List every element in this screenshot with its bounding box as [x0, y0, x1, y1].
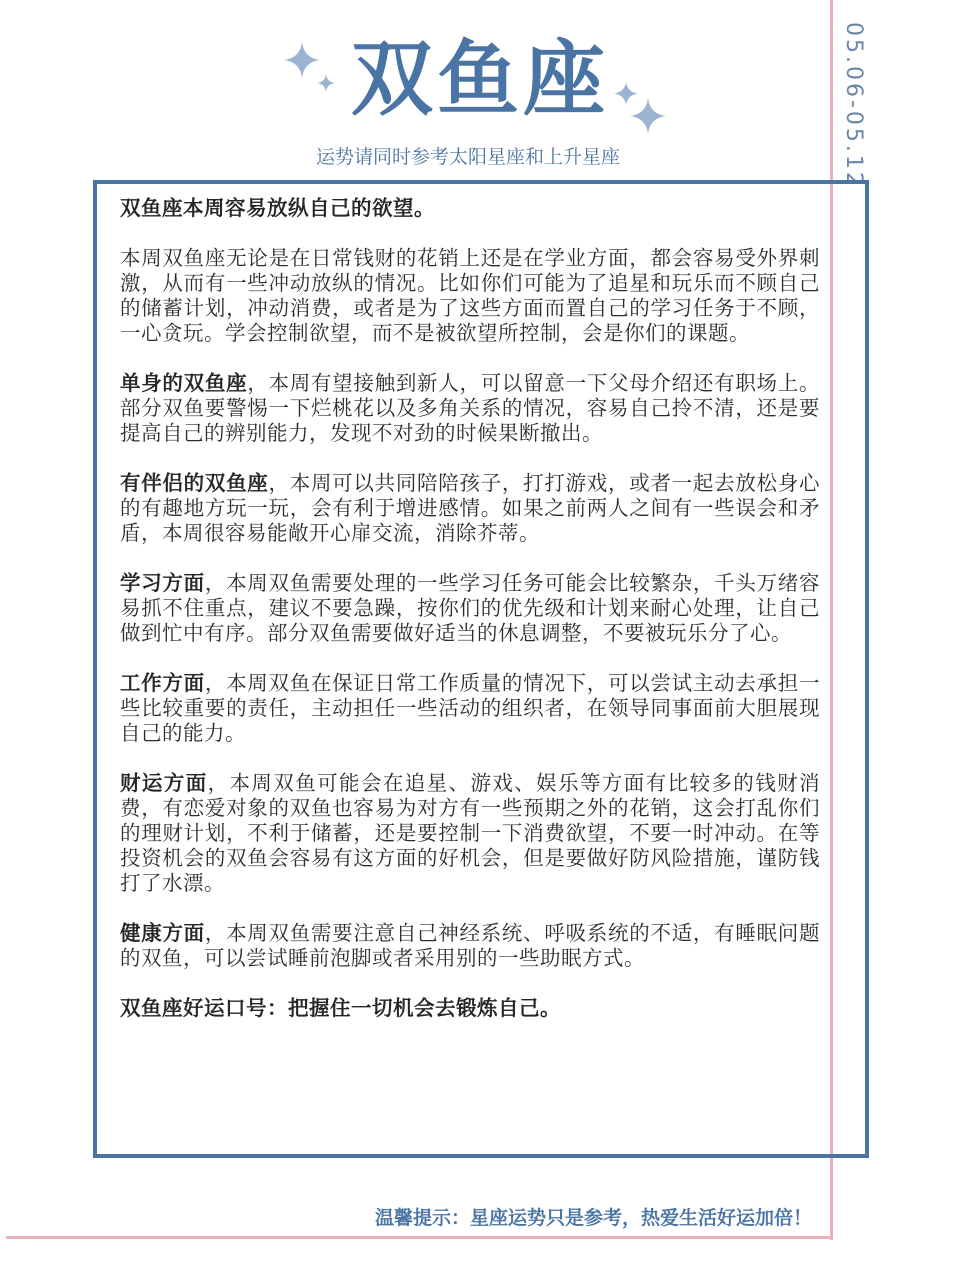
- page-title: 双鱼座: [350, 32, 609, 127]
- lucky-slogan: 双鱼座好运口号：把握住一切机会去锻炼自己。: [120, 996, 561, 1020]
- section-text: ，本周双鱼需要注意自己神经系统、呼吸系统的不适，有睡眠问题的双鱼，可以尝试睡前泡脚或者采用别的一些助眠方式。: [120, 921, 820, 970]
- date-range: 05.06-05.12: [841, 22, 866, 189]
- section-single: [120, 371, 820, 446]
- section-work: [120, 671, 820, 746]
- section-text: ，本周双鱼在保证日常工作质量的情况下，可以尝试主动去承担一些比较重要的责任，主动担任一些活动的组织者，在领导同事面前大胆展现自己的能力。: [120, 671, 820, 745]
- section-health: [120, 921, 820, 971]
- section-label: 财运方面: [120, 771, 208, 795]
- pink-frame-horizontal-line: [6, 1236, 833, 1239]
- section-wealth: [120, 771, 820, 896]
- horoscope-content: [120, 196, 820, 1046]
- footer-tip: 温馨提示：星座运势只是参考，热爱生活好运加倍！: [374, 1207, 812, 1229]
- overview-paragraph: 本周双鱼座无论是在日常钱财的花销上还是在学业方面，都会容易受外界刺激，从而有一些冲动放纵的情况。比如你们可能为了追星和玩乐而不顾自己的储蓄计划，冲动消费，或者是为了这些方面而置自己的学习任务于不顾，一心贪玩。学会控制欲望，而不是被欲望所控制，会是你们的课题。: [120, 246, 820, 345]
- section-text: ，本周双鱼需要处理的一些学习任务可能会比较繁杂，千头万绪容易抓不住重点，建议不要急躁，按你们的优先级和计划来耐心处理，让自己做到忙中有序。部分双鱼需要做好适当的休息调整，不要被玩乐分了心。: [120, 571, 820, 645]
- section-label: 单身的双鱼座: [120, 371, 248, 395]
- section-couple: [120, 471, 820, 546]
- section-label: 健康方面: [120, 921, 205, 945]
- section-text: ，本周双鱼可能会在追星、游戏、娱乐等方面有比较多的钱财消费，有恋爱对象的双鱼也容易为对方有一些预期之外的花销，这会打乱你们的理财计划，不利于储蓄，还是要控制一下消费欲望，不要一时冲动。在等投资机会的双鱼会容易有这方面的好机会，但是要做好防风险措施，谨防钱打了水漂。: [120, 771, 821, 895]
- section-text: ，本周可以共同陪陪孩子，打打游戏，或者一起去放松身心的有趣地方玩一玩，会有利于增进感情。如果之前两人之间有一些误会和矛盾，本周很容易能敞开心扉交流，消除芥蒂。: [120, 471, 820, 545]
- page-subtitle: 运势请同时参考太阳星座和上升星座: [315, 146, 620, 168]
- section-label: 有伴侣的双鱼座: [120, 471, 269, 495]
- section-study: [120, 571, 820, 646]
- section-label: 工作方面: [120, 671, 205, 695]
- section-label: 学习方面: [120, 571, 205, 595]
- intro-heading: 双鱼座本周容易放纵自己的欲望。: [120, 196, 435, 220]
- section-text: ，本周有望接触到新人，可以留意一下父母介绍还有职场上。部分双鱼要警惕一下烂桃花以及多角关系的情况，容易自己拎不清，还是要提高自己的辨别能力，发现不对劲的时候果断撤出。: [120, 371, 820, 445]
